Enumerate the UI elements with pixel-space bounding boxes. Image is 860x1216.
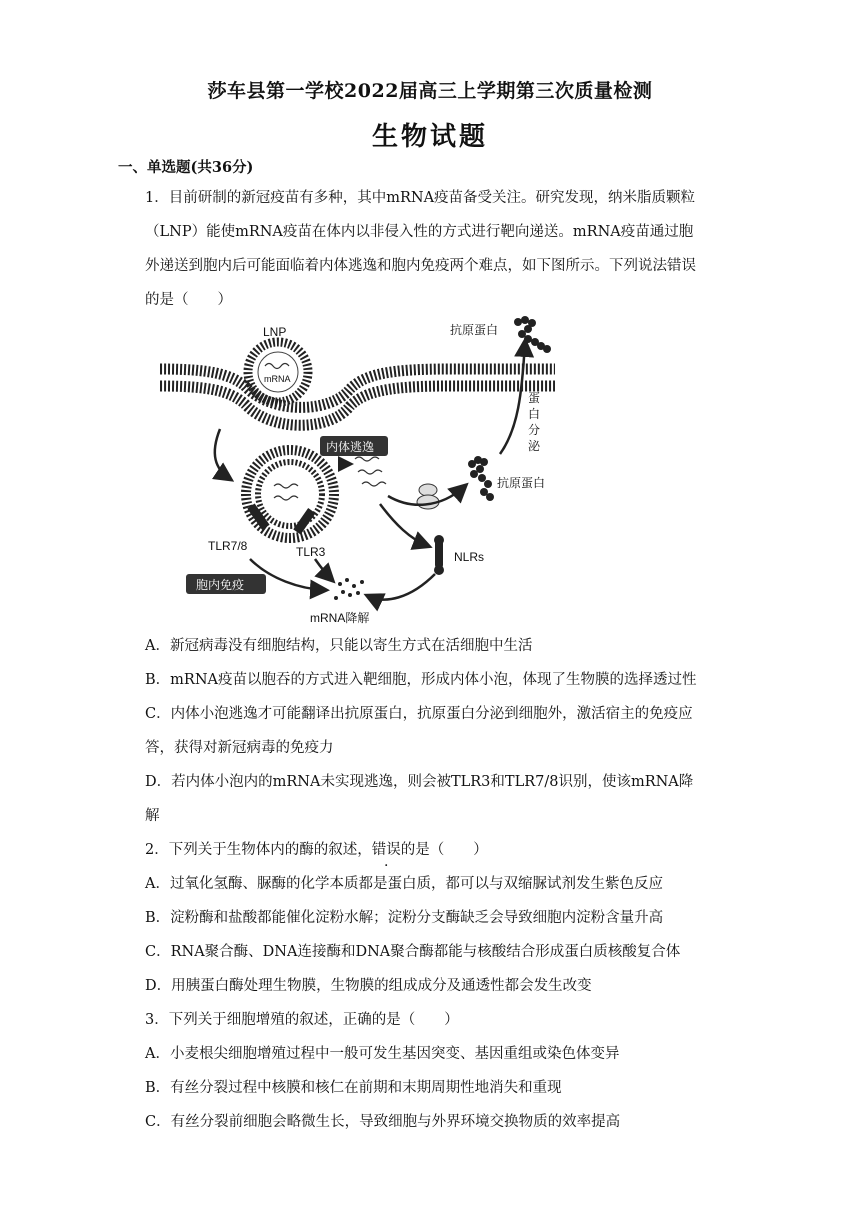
lnp-particle: [248, 342, 308, 402]
q3-option-b: B．有丝分裂过程中核膜和核仁在前期和末期周期性地消失和重现: [145, 1080, 562, 1096]
q2-stem-post: 的是（ ）: [400, 842, 488, 858]
q2-stem: [145, 840, 488, 860]
q2-stem-pre: 2．下列关于生物体内的酶的叙述，: [145, 842, 372, 858]
secretion-label: 泌: [528, 439, 541, 453]
q1-option-b: B．mRNA疫苗以胞吞的方式进入靶细胞，形成内体小泡，体现了生物膜的选择透过性: [145, 672, 697, 688]
q2-option-a: A．过氧化氢酶、脲酶的化学本质都是蛋白质，都可以与双缩脲试剂发生紫色反应: [145, 876, 663, 892]
q1-option-c-cont: 答，获得对新冠病毒的免疫力: [145, 740, 334, 756]
lnp-label: LNP: [263, 325, 287, 339]
endocytosis-arrow: [215, 429, 230, 479]
secretion-label: 分: [528, 423, 541, 437]
q1-option-a: A．新冠病毒没有细胞结构，只能以寄生方式在活细胞中生活: [145, 638, 533, 654]
mrna-fragments-icon: [334, 578, 364, 600]
antigen-protein-mid-label: 抗原蛋白: [497, 476, 546, 490]
secretion-label: 白: [528, 407, 541, 421]
mrna-label: mRNA: [264, 374, 291, 384]
antigen-protein-top-icon: [514, 316, 551, 353]
q1-stem-line: 1．目前研制的新冠疫苗有多种，其中mRNA疫苗备受关注。研究发现，纳米脂质颗粒: [145, 190, 696, 206]
mrna-vaccine-figure: [150, 314, 570, 634]
q1-option-d: D．若内体小泡内的mRNA未实现逃逸，则会被TLR3和TLR7/8识别，使该mRNA降: [145, 774, 694, 790]
q2-option-c: C．RNA聚合酶、DNA连接酶和DNA聚合酶都能与核酸结合形成蛋白质核酸复合体: [145, 944, 681, 960]
q2-stem-emphasis: 错误: [371, 842, 401, 858]
nlrs-label: NLRs: [454, 550, 485, 564]
q3-stem: 3．下列关于细胞增殖的叙述，正确的是（ ）: [145, 1012, 459, 1028]
antigen-protein-mid-icon: [468, 456, 494, 501]
endosome: [246, 450, 334, 538]
secretion-label: 蛋: [528, 391, 541, 405]
cell-membrane: [160, 369, 555, 425]
q1-option-d-cont: 解: [145, 808, 160, 824]
exam-subtitle: 生物试题: [371, 122, 488, 152]
endosome-escape-label: 内体逃逸: [326, 440, 375, 454]
q1-option-c: C．内体小泡逃逸才可能翻译出抗原蛋白，抗原蛋白分泌到细胞外，激活宿主的免疫应: [145, 706, 693, 722]
exam-title: 莎车县第一学校2022届高三上学期第三次质量检测: [207, 80, 653, 102]
secretion-arrow: [500, 342, 525, 454]
nlrs-receptor: [434, 535, 444, 575]
antigen-protein-top-label: 抗原蛋白: [450, 323, 499, 337]
section-heading: 一、单选题(共36分): [118, 159, 254, 176]
q1-stem-line: 外递送到胞内后可能面临着内体逃逸和胞内免疫两个难点，如下图所示。下列说法错误: [145, 258, 696, 274]
intracellular-immunity-label: 胞内免疫: [196, 578, 245, 592]
q1-stem-line: 的是（ ）: [145, 292, 232, 308]
q3-option-a: A．小麦根尖细胞增殖过程中一般可发生基因突变、基因重组或染色体变异: [145, 1046, 620, 1062]
q3-option-c: C．有丝分裂前细胞会略微生长，导致细胞与外界环境交换物质的效率提高: [145, 1114, 621, 1130]
tlr3-label: TLR3: [296, 545, 326, 559]
mrna-degradation-label: mRNA降解: [310, 611, 370, 625]
q2-option-b: B．淀粉酶和盐酸都能催化淀粉水解；淀粉分支酶缺乏会导致细胞内淀粉含量升高: [145, 910, 664, 926]
tlr78-label: TLR7/8: [208, 539, 248, 553]
q2-option-d: D．用胰蛋白酶处理生物膜，生物膜的组成成分及通透性都会发生改变: [145, 978, 592, 994]
q1-stem-line: （LNP）能使mRNA疫苗在体内以非侵入性的方式进行靶向递送。mRNA疫苗通过胞: [145, 224, 694, 240]
